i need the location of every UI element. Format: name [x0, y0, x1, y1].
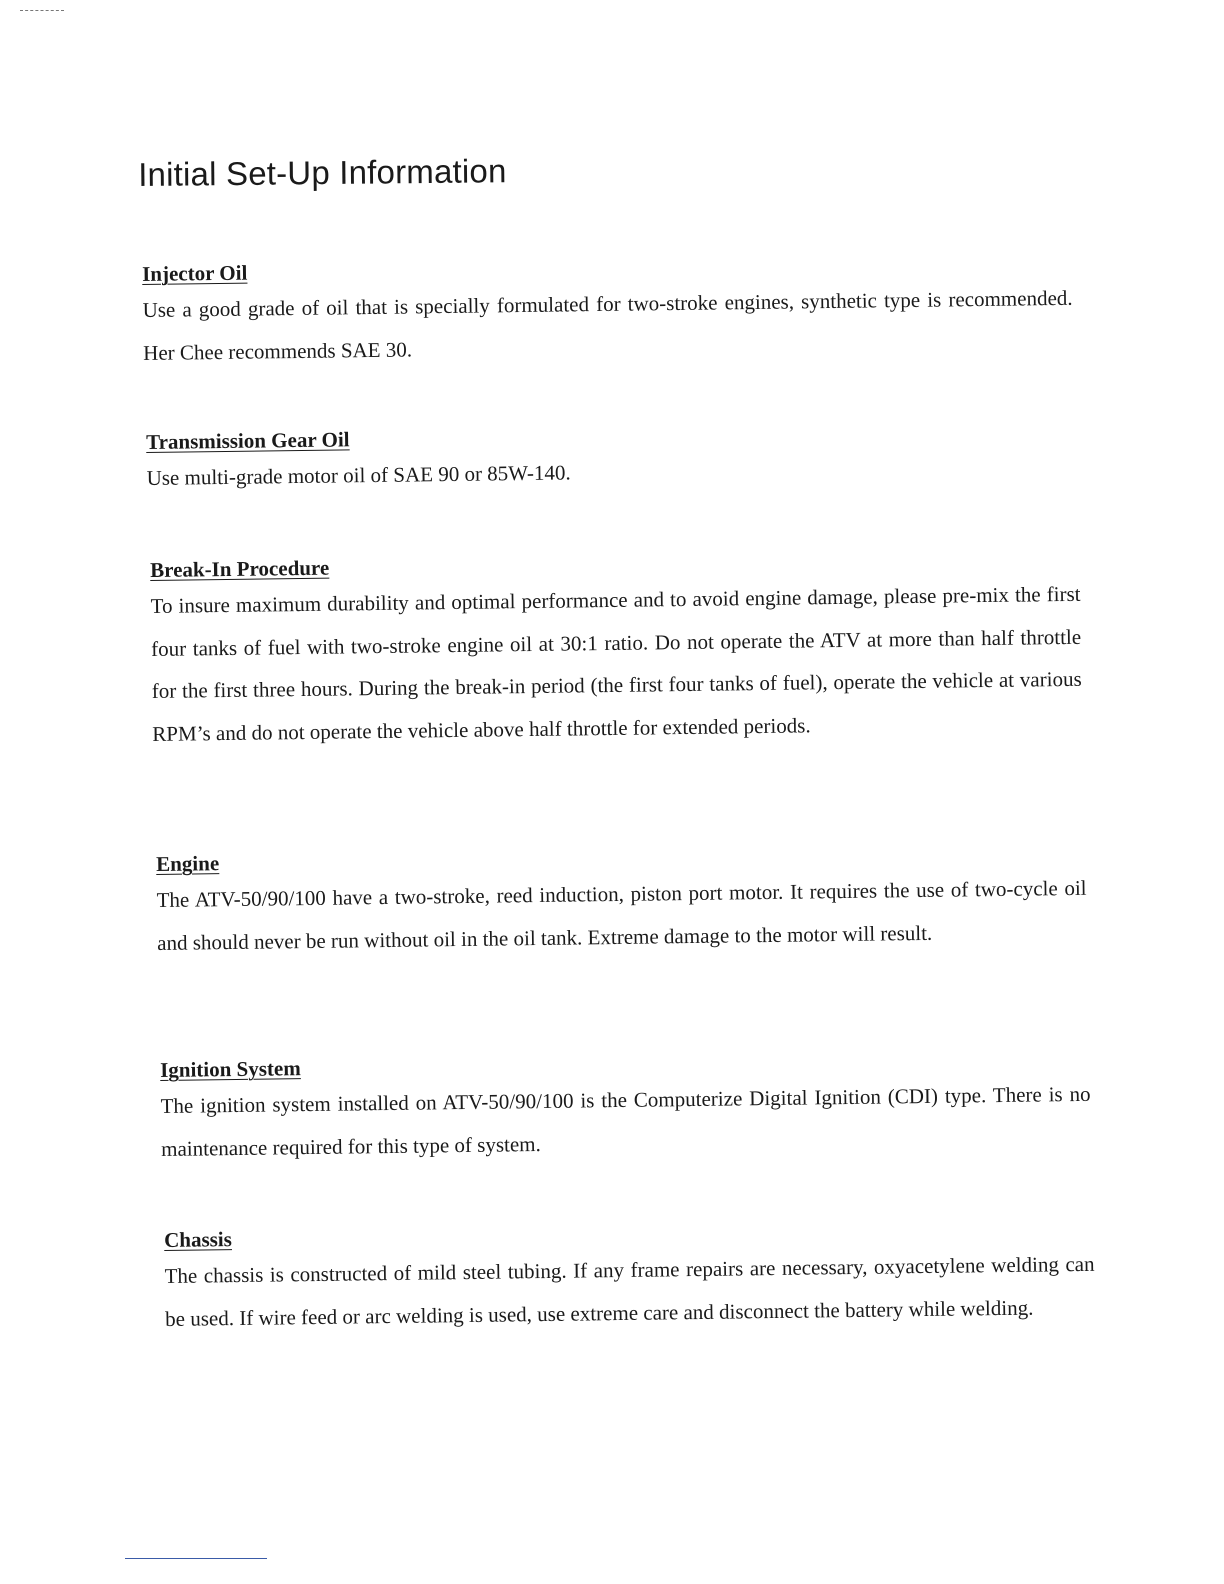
- section-body: The chassis is constructed of mild steel tubing. If any frame repairs are necessary, oxyacetylene welding can be used. If wire feed or arc welding is used, use extreme care and disconnect the battery while welding.: [164, 1251, 1095, 1331]
- section-heading: Break-In Procedure: [150, 555, 330, 582]
- section-heading: Ignition System: [160, 1056, 301, 1082]
- section-chassis: [164, 1216, 1095, 1340]
- section-ignition-system: [160, 1046, 1091, 1170]
- section-heading: Transmission Gear Oil: [146, 427, 350, 454]
- section-body: The ignition system installed on ATV-50/90/100 is the Computerize Digital Ignition (CDI) type. There is no maintenance required for this type of system.: [160, 1081, 1091, 1161]
- section-injector-oil: [142, 250, 1073, 374]
- section-body: The ATV-50/90/100 have a two-stroke, reed induction, piston port motor. It requires the use of two-cycle oil and should never be run without oil in the oil tank. Extreme damage to the motor will result.: [156, 875, 1087, 955]
- section-heading: Chassis: [164, 1227, 233, 1252]
- section-transmission-gear-oil: [146, 418, 1077, 500]
- section-body: To insure maximum durability and optimal performance and to avoid engine damage, please pre-mix the first four tanks of fuel with two-stroke engine oil at 30:1 ratio. Do not operate the ATV at more than half throttle for the first three hours. During the break-in period (the first four tanks of fuel), operate the vehicle at various RPM’s and do not operate the vehicle above half throttle for extended periods.: [150, 581, 1082, 746]
- scan-artifact-bottom: [125, 1558, 267, 1559]
- page-title: Initial Set-Up Information: [138, 152, 507, 193]
- section-break-in-procedure: [150, 546, 1082, 755]
- section-heading: Engine: [156, 851, 220, 876]
- section-engine: [156, 840, 1087, 964]
- section-body: Use a good grade of oil that is specially formulated for two-stroke engines, synthetic type is recommended. Her Chee recommends SAE 30.: [142, 285, 1073, 365]
- scan-artifact-top: [20, 10, 64, 12]
- section-heading: Injector Oil: [142, 260, 248, 286]
- section-body: Use multi-grade motor oil of SAE 90 or 85W-140.: [146, 460, 571, 490]
